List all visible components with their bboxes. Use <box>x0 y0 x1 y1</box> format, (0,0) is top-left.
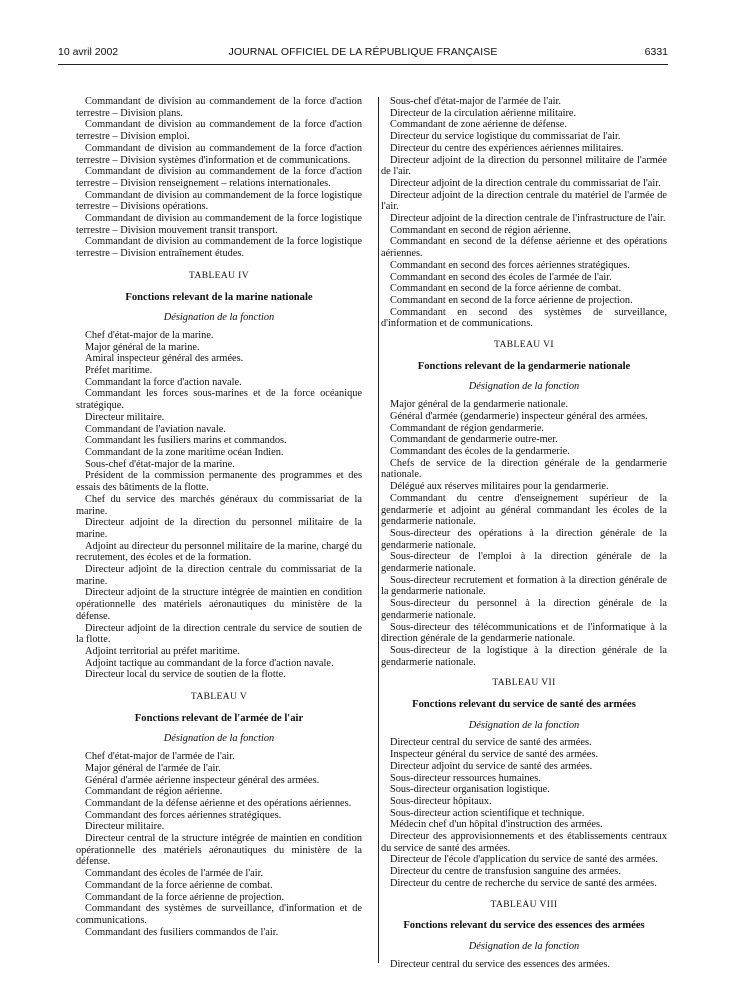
function-entry: Chefs de service de la direction générale de la gendarmerie nationale. <box>381 457 667 481</box>
function-entry: Commandant de région aérienne. <box>85 786 223 798</box>
header-rule <box>58 64 668 65</box>
function-entry: Commandant la force d'action navale. <box>85 376 242 388</box>
function-entry: Commandant de la défense aérienne et des opérations aériennes. <box>85 797 352 809</box>
left-column <box>76 96 362 938</box>
function-entry: Sous-directeur action scientifique et technique. <box>390 807 585 819</box>
function-entry: Inspecteur général du service de santé des armées. <box>390 749 598 761</box>
function-entry: Directeur adjoint de la direction du personnel militaire de l'armée de l'air. <box>381 154 667 178</box>
function-entry: Sous-directeur de l'emploi à la direction générale de la gendarmerie nationale. <box>381 551 667 575</box>
function-entry: Président de la commission permanente des programmes et des essais des bâtiments de la flotte. <box>76 470 362 494</box>
function-entry: Sous-directeur des opérations à la direction générale de la gendarmerie nationale. <box>381 527 667 551</box>
column-divider <box>378 97 379 963</box>
function-entry: Commandant de l'aviation navale. <box>85 423 226 435</box>
table-label: TABLEAU IV <box>189 270 249 281</box>
table-title: Fonctions relevant du service de santé des armées <box>412 699 636 711</box>
function-entry: Général d'armée (gendarmerie) inspecteur général des armées. <box>390 410 648 422</box>
function-entry: Commandant de la zone maritime océan Indien. <box>85 446 284 458</box>
function-entry: Général d'armée aérienne inspecteur général des armées. <box>85 774 320 786</box>
function-entry: Sous-directeur ressources humaines. <box>390 772 541 784</box>
table-subtitle: Désignation de la fonction <box>468 719 580 731</box>
issue-date: 10 avril 2002 <box>58 46 119 58</box>
function-entry: Directeur adjoint de la structure intégrée de maintien en condition opérationnelle des matériels aéronautiques du ministère de la défense. <box>76 587 362 622</box>
function-entry: Chef d'état-major de l'armée de l'air. <box>85 751 235 763</box>
table-label: TABLEAU VIII <box>490 899 558 910</box>
function-entry: Sous-chef d'état-major de l'armée de l'air. <box>390 96 562 107</box>
function-entry: Directeur adjoint de la direction centrale de l'infrastructure de l'air. <box>390 213 666 225</box>
function-entry: Commandant de division au commandement de la force logistique terrestre – Division mouvement transit transport. <box>76 213 362 236</box>
function-entry: Commandant les fusiliers marins et commandos. <box>85 435 287 447</box>
function-entry: Commandant des écoles de la gendarmerie. <box>390 445 570 457</box>
function-entry: Directeur adjoint de la direction du personnel militaire de la marine. <box>76 517 362 540</box>
function-entry: Commandant en second de région aérienne. <box>390 224 571 236</box>
table-subtitle: Désignation de la fonction <box>468 381 580 393</box>
function-entry: Commandant de division au commandement de la force d'action terrestre – Division emploi. <box>76 119 362 143</box>
function-entry: Amiral inspecteur général des armées. <box>85 353 244 365</box>
function-entry: Directeur central du service de santé des armées. <box>390 737 592 749</box>
function-entry: Commandant en second des écoles de l'armée de l'air. <box>390 271 612 283</box>
function-entry: Commandant des écoles de l'armée de l'air. <box>85 868 264 880</box>
function-entry: Directeur du centre des expériences aériennes militaires. <box>390 142 624 154</box>
right-column <box>381 96 667 970</box>
function-entry: Commandant en second de la force aérienne de combat. <box>390 283 622 295</box>
function-entry: Directeur adjoint du service de santé des armées. <box>390 760 593 772</box>
journal-title: JOURNAL OFFICIEL DE LA RÉPUBLIQUE FRANÇAISE <box>228 46 498 58</box>
function-entry: Commandant de division au commandement de la force d'action terrestre – Division systèmes d'information et de communications. <box>76 142 362 166</box>
function-entry: Commandant des forces aériennes stratégiques. <box>85 809 282 821</box>
function-entry: Préfet maritime. <box>85 365 153 377</box>
function-entry: Commandant en second de la défense aérienne et des opérations aériennes. <box>381 236 667 260</box>
function-entry: Commandant les forces sous-marines et de la force océanique stratégique. <box>76 388 362 412</box>
function-entry: Directeur local du service de soutien de la flotte. <box>85 669 286 681</box>
function-entry: Directeur des approvisionnements et des établissements centraux du service de santé des armées. <box>381 831 667 854</box>
function-entry: Sous-directeur organisation logistique. <box>390 784 550 796</box>
table-subtitle: Désignation de la fonction <box>468 941 580 952</box>
table-label: TABLEAU VII <box>492 678 556 689</box>
function-entry: Directeur de la circulation aérienne militaire. <box>390 107 577 119</box>
table-title: Fonctions relevant de la gendarmerie nationale <box>417 360 631 372</box>
function-entry: Chef du service des marchés généraux du commissariat de la marine. <box>76 493 362 517</box>
function-entry: Adjoint au directeur du personnel militaire de la marine, chargé du recrutement, des écoles et de la formation. <box>76 540 362 564</box>
function-entry: Commandant en second des systèmes de surveillance, d'information et de communications. <box>381 306 667 330</box>
function-entry: Commandant de division au commandement de la force d'action terrestre – Division renseignement – relations internationales. <box>76 166 362 189</box>
function-entry: Directeur de l'école d'application du service de santé des armées. <box>390 854 658 866</box>
function-entry: Sous-directeur recrutement et formation à la direction générale de la gendarmerie nationale. <box>381 574 667 598</box>
table-title: Fonctions relevant de la marine nationale <box>125 291 313 303</box>
function-entry: Directeur militaire. <box>85 411 165 423</box>
function-entry: Sous-directeur du personnel à la direction générale de la gendarmerie nationale. <box>381 598 667 621</box>
function-entry: Sous-directeur des télécommunications et de l'informatique à la direction générale de la gendarmerie nationale. <box>381 621 667 645</box>
function-entry: Directeur central de la structure intégrée de maintien en condition opérationnelle des matériels aéronautiques du ministère de la défense. <box>76 833 362 868</box>
function-entry: Commandant du centre d'enseignement supérieur de la gendarmerie et adjoint au général commandant les écoles de la gendarmerie nationale. <box>381 492 667 528</box>
function-entry: Commandant des fusiliers commandos de l'air. <box>85 926 279 938</box>
table-label: TABLEAU V <box>190 692 248 703</box>
table-label: TABLEAU VI <box>494 340 554 351</box>
function-entry: Commandant de zone aérienne de défense. <box>390 119 567 131</box>
function-entry: Commandant en second des forces aériennes stratégiques. <box>390 259 630 271</box>
function-entry: Chef d'état-major de la marine. <box>85 329 214 341</box>
function-entry: Commandant de division au commandement de la force d'action terrestre – Division plans. <box>76 96 362 119</box>
function-entry: Commandant de région gendarmerie. <box>390 422 544 434</box>
function-entry: Major général de la gendarmerie nationale. <box>390 399 569 411</box>
function-entry: Directeur adjoint de la direction centrale du commissariat de la marine. <box>76 564 362 587</box>
function-entry: Commandant des systèmes de surveillance, d'information et de communications. <box>76 903 362 926</box>
function-entry: Directeur adjoint de la direction centrale du service de soutien de la flotte. <box>76 622 362 646</box>
function-entry: Directeur adjoint de la direction centrale du matériel de l'armée de l'air. <box>381 189 667 213</box>
function-entry: Sous-chef d'état-major de la marine. <box>85 458 235 470</box>
function-entry: Directeur du centre de recherche du service de santé des armées. <box>390 877 657 889</box>
function-entry: Sous-directeur hôpitaux. <box>390 795 492 807</box>
function-entry: Major général de l'armée de l'air. <box>85 762 221 774</box>
function-entry: Commandant de gendarmerie outre-mer. <box>390 434 558 446</box>
function-entry: Directeur militaire. <box>85 821 165 833</box>
function-entry: Directeur central du service des essences des armées. <box>390 958 610 970</box>
function-entry: Commandant de la force aérienne de projection. <box>85 891 285 903</box>
function-entry: Directeur du service logistique du commissariat de l'air. <box>390 131 621 143</box>
function-entry: Sous-directeur de la logistique à la direction générale de la gendarmerie nationale. <box>381 644 667 668</box>
function-entry: Adjoint tactique au commandant de la force d'action navale. <box>85 657 334 669</box>
table-subtitle: Désignation de la fonction <box>163 733 275 745</box>
table-subtitle: Désignation de la fonction <box>163 312 275 324</box>
page-header <box>58 46 668 62</box>
function-entry: Commandant de division au commandement de la force logistique terrestre – Divisions opérations. <box>76 189 362 213</box>
function-entry: Directeur adjoint de la direction centrale du commissariat de l'air. <box>390 177 661 189</box>
function-entry: Adjoint territorial au préfet maritime. <box>85 645 240 657</box>
function-entry: Commandant de la force aérienne de combat. <box>85 879 273 891</box>
function-entry: Directeur du centre de transfusion sanguine des armées. <box>390 866 621 878</box>
function-entry: Commandant en second de la force aérienne de projection. <box>390 294 633 306</box>
function-entry: Commandant de division au commandement de la force logistique terrestre – Division entraînement études. <box>76 236 362 260</box>
page-number: 6331 <box>644 46 668 58</box>
function-entry: Délégué aux réserves militaires pour la gendarmerie. <box>390 481 609 493</box>
function-entry: Major général de la marine. <box>85 341 200 353</box>
table-title: Fonctions relevant du service des essences des armées <box>403 920 645 932</box>
function-entry: Médecin chef d'un hôpital d'instruction des armées. <box>390 819 603 831</box>
table-title: Fonctions relevant de l'armée de l'air <box>134 712 304 724</box>
